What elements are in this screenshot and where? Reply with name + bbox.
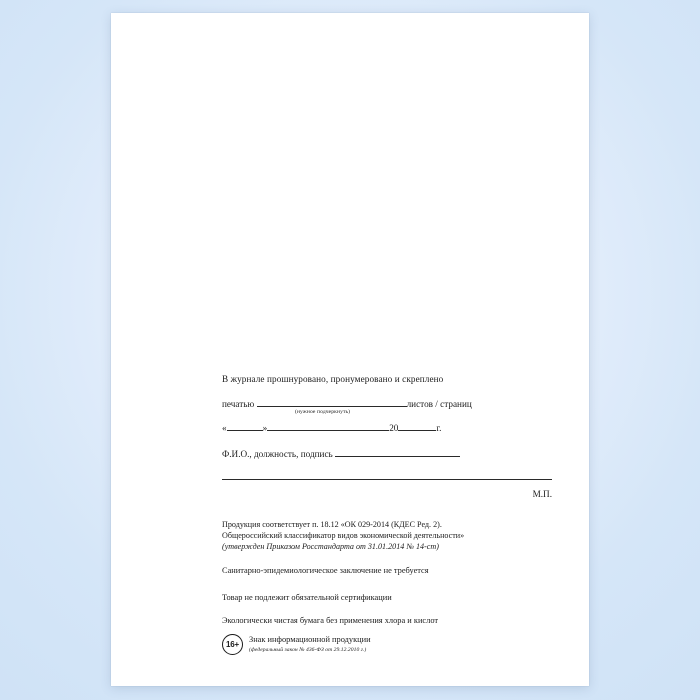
year-blank-field[interactable]: [398, 424, 436, 431]
signature-label: Ф.И.О., должность, подпись: [222, 449, 333, 459]
certification-line-1: В журнале прошнуровано, пронумеровано и скреплено: [222, 374, 444, 384]
conformity-line-3: (утвержден Приказом Росстандарта от 31.01.2014 № 14-ст): [222, 542, 439, 552]
document-content: [111, 13, 589, 686]
conformity-line-2: Общероссийский классификатор видов экономической деятельности»: [222, 531, 465, 541]
age-rating-block: [222, 634, 562, 655]
age-rating-title: Знак информационной продукции: [249, 634, 371, 644]
sanitary-note: Санитарно-эпидемиологическое заключение не требуется: [222, 566, 429, 575]
age-rating-icon: 16+: [222, 634, 243, 655]
year-suffix: г.: [436, 423, 442, 433]
seal-blank-field[interactable]: [257, 400, 407, 407]
underline-note: (нужное подчеркнуть): [295, 409, 351, 415]
conformity-line-1: Продукция соответствует п. 18.12 «ОК 029-2014 (КДЕС Ред. 2).: [222, 520, 442, 529]
age-rating-text: [249, 635, 371, 655]
age-rating-law: (федеральный закон № 436-ФЗ от 29.12.2010 г.): [249, 646, 367, 653]
seal-label: печатью: [222, 399, 255, 409]
certification-line-2: [222, 399, 552, 409]
date-line: [222, 423, 552, 433]
certification-note: Товар не подлежит обязательной сертификации: [222, 593, 392, 602]
quote-close: »: [262, 423, 268, 433]
product-conformity-paragraph: [222, 519, 562, 553]
day-blank-field[interactable]: [227, 424, 263, 431]
month-blank-field[interactable]: [267, 424, 389, 431]
sheets-label: листов / страниц: [406, 399, 472, 409]
eco-paper-note: Экологически чистая бумага без применения хлора и кислот: [222, 616, 439, 625]
seal-place-mark: М.П.: [532, 489, 552, 499]
signature-blank-field[interactable]: [335, 450, 460, 457]
document-page: [111, 13, 589, 686]
signature-line: [222, 449, 552, 459]
signature-blank-field-second-row[interactable]: [222, 479, 552, 480]
quote-open: «: [222, 423, 227, 433]
year-prefix: 20: [389, 423, 399, 433]
